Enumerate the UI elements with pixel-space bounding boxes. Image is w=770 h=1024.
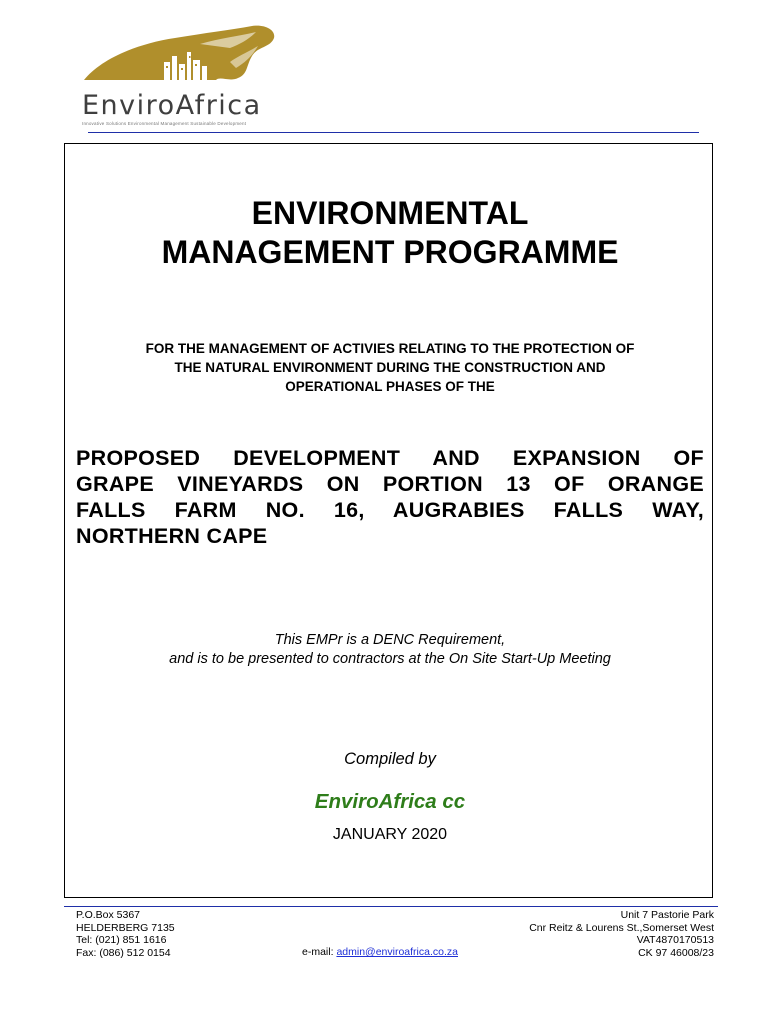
footer-rule (64, 906, 718, 907)
logo-tagline: Innovative Solutions Environmental Management Sustainable Development (82, 121, 247, 126)
subtitle-line-1: FOR THE MANAGEMENT OF ACTIVIES RELATING TO THE PROTECTION OF (145, 341, 635, 356)
footer-right-line: VAT4870170513 (636, 934, 714, 946)
footer-left-line: HELDERBERG 7135 (76, 921, 175, 934)
footer-right-line: Unit 7 Pastorie Park (620, 909, 714, 921)
email-link[interactable]: admin@enviroafrica.co.za (336, 946, 458, 958)
header-rule (88, 132, 699, 133)
logo-leaf-skyline-icon (80, 22, 280, 94)
document-subtitle (80, 339, 700, 396)
compiled-by: Compiled by (344, 750, 436, 768)
footer-right-line: CK 97 46008/23 (638, 946, 714, 959)
title-line-1: ENVIRONMENTAL (251, 195, 529, 231)
subtitle-line-2: THE NATURAL ENVIRONMENT DURING THE CONSTRUCTION AND (174, 360, 606, 375)
requirement-line-1: This EMPr is a DENC Requirement, (274, 632, 506, 648)
subtitle-line-3: OPERATIONAL PHASES OF THE (285, 379, 495, 394)
logo-wordmark: EnviroAfrica (82, 90, 262, 121)
email-label: e-mail: (302, 946, 337, 958)
document-title (0, 194, 770, 272)
project-title (76, 445, 704, 549)
footer-physical-address (529, 909, 714, 959)
project-line-1: PROPOSED DEVELOPMENT AND EXPANSION OF (76, 446, 704, 470)
footer-right-line: Cnr Reitz & Lourens St.,Somerset West (529, 921, 714, 934)
project-line-3: FALLS FARM NO. 16, AUGRABIES FALLS WAY, (76, 498, 704, 522)
project-line-4: NORTHERN CAPE (76, 524, 268, 548)
document-date: JANUARY 2020 (332, 826, 448, 843)
footer-left-line: Tel: (021) 851 1616 (76, 934, 167, 946)
enviroafrica-logo (80, 22, 280, 126)
title-line-2: MANAGEMENT PROGRAMME (161, 234, 619, 270)
requirement-note (80, 631, 700, 669)
footer-postal-address (76, 909, 175, 959)
company-name: EnviroAfrica cc (314, 790, 466, 813)
requirement-line-2: and is to be presented to contractors at the On Site Start-Up Meeting (169, 651, 611, 667)
footer-email (280, 946, 480, 958)
project-line-2: GRAPE VINEYARDS ON PORTION 13 OF ORANGE (76, 472, 704, 496)
footer-left-line: P.O.Box 5367 (76, 909, 141, 921)
footer-left-line: Fax: (086) 512 0154 (76, 946, 171, 959)
